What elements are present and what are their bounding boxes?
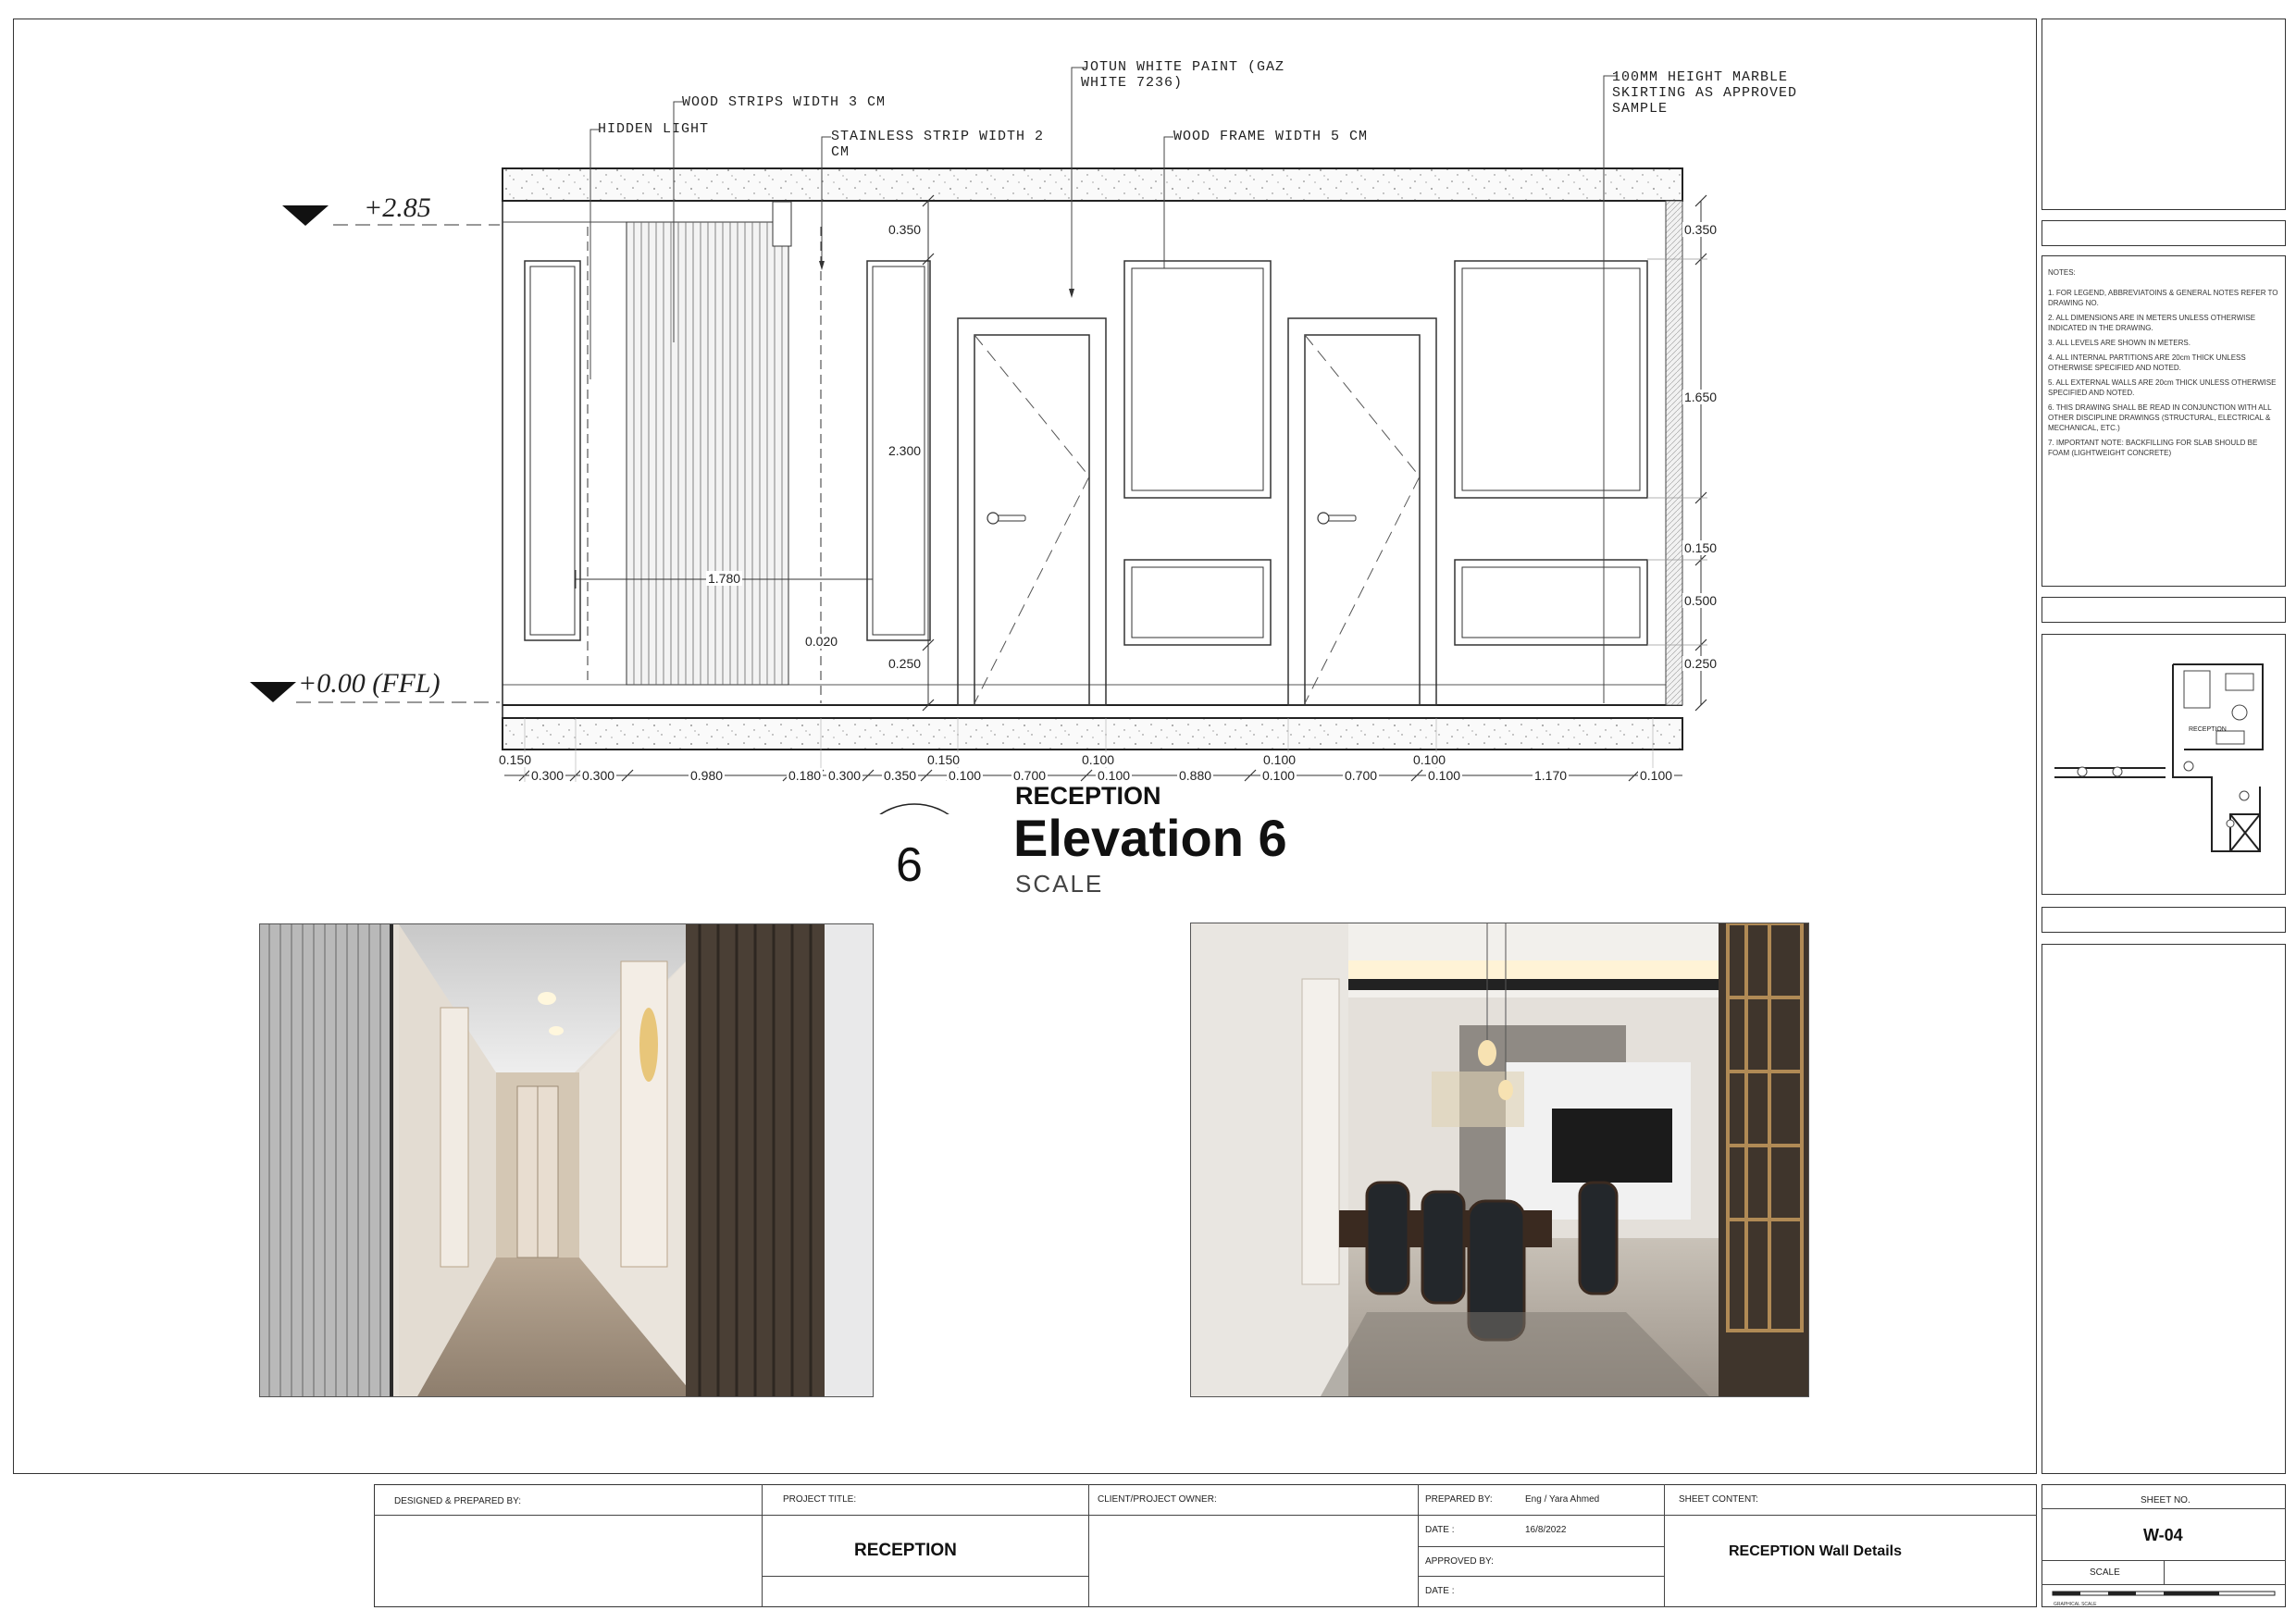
dim-bottom-upper-1: 0.150 [499, 752, 532, 767]
side-panel-strip-3 [2042, 907, 2286, 933]
level-floor-label: +0.00 (FFL) [298, 668, 441, 699]
sheet-content-bold: RECEPTION [1729, 1543, 1816, 1559]
elevation-subtitle: RECEPTION [1015, 782, 1161, 810]
designed-by-label: DESIGNED & PREPARED BY: [394, 1496, 522, 1506]
sheet-content-label: SHEET CONTENT: [1679, 1494, 1758, 1505]
note-item: 6. THIS DRAWING SHALL BE READ IN CONJUNCTION WITH ALL OTHER DISCIPLINE DRAWINGS (STRUCTURAL, ELECTRICAL & MECHANICAL, ETC.) [2048, 403, 2272, 432]
scale-label: SCALE [2090, 1567, 2120, 1578]
dim-bottom-upper-3: 0.100 [1082, 752, 1115, 767]
key-plan-label: RECEPTION [2189, 726, 2227, 733]
sheet-content-rest: Wall Details [1815, 1543, 1902, 1559]
elevation-title: Elevation 6 [1013, 809, 1287, 867]
level-marker-top [282, 205, 329, 226]
note-item: 7. IMPORTANT NOTE: BACKFILLING FOR SLAB SHOULD BE FOAM (LIGHTWEIGHT CONCRETE) [2048, 439, 2258, 457]
dim-right-4: 0.500 [1684, 593, 1718, 608]
dim-bottom-11: 0.100 [1262, 768, 1296, 783]
note-item: 5. ALL EXTERNAL WALLS ARE 20cm THICK UNLESS OTHERWISE SPECIFIED AND NOTED. [2048, 378, 2277, 397]
graphical-scale-label: GRAPHICAL SCALE [2054, 1602, 2097, 1607]
dim-bottom-8: 0.700 [1013, 768, 1047, 783]
dim-bottom-upper-5: 0.100 [1413, 752, 1446, 767]
render-dining [1190, 923, 1809, 1397]
floor-slab [503, 718, 1682, 750]
dim-bottom-12: 0.700 [1345, 768, 1378, 783]
side-panel-bottom [2042, 944, 2286, 1474]
dim-right-2: 1.650 [1684, 390, 1718, 404]
elevation-number-circle [853, 804, 975, 814]
prepared-by-label: PREPARED BY: [1425, 1494, 1493, 1505]
note-marble-skirting: 100MM HEIGHT MARBLE SKIRTING AS APPROVED SAMPLE [1612, 69, 1798, 117]
note-wood-frame: WOOD FRAME WIDTH 5 CM [1173, 129, 1369, 144]
elevation-number: 6 [896, 838, 923, 892]
note-item: 1. FOR LEGEND, ABBREVIATOINS & GENERAL NOTES REFER TO DRAWING NO. [2048, 289, 2278, 307]
dim-bottom-upper-4: 0.100 [1263, 752, 1297, 767]
sheet-no: W-04 [2143, 1526, 2183, 1544]
dim-bottom-4: 0.180 [788, 768, 822, 783]
dim-bottom-10: 0.880 [1179, 768, 1212, 783]
side-panel-top [2042, 19, 2286, 210]
dim-small-0020: 0.020 [805, 634, 838, 649]
level-marker-floor [250, 682, 296, 702]
note-stainless-strip: STAINLESS STRIP WIDTH 2 CM [831, 129, 1045, 160]
dim-inner-1: 0.350 [888, 222, 922, 237]
note-hidden-light: HIDDEN LIGHT [598, 121, 710, 137]
dim-right-3: 0.150 [1684, 540, 1718, 555]
dim-bottom-9: 0.100 [1098, 768, 1131, 783]
dim-inner-3: 0.250 [888, 656, 922, 671]
elevation-scale: SCALE [1015, 870, 1104, 898]
note-item: 4. ALL INTERNAL PARTITIONS ARE 20cm THICK UNLESS OTHERWISE SPECIFIED AND NOTED. [2048, 353, 2246, 372]
date: 16/8/2022 [1525, 1525, 1567, 1535]
note-wood-strips: WOOD STRIPS WIDTH 3 CM [682, 94, 887, 110]
key-plan [2045, 648, 2282, 870]
side-panel-strip-1 [2042, 220, 2286, 246]
elevation-drawing [0, 0, 1758, 814]
dim-right-5: 0.250 [1684, 656, 1718, 671]
dim-bottom-13: 0.100 [1428, 768, 1461, 783]
note-item: 3. ALL LEVELS ARE SHOWN IN METERS. [2048, 339, 2191, 347]
dim-inner-2: 2.300 [888, 443, 922, 458]
approved-by-label: APPROVED BY: [1425, 1556, 1494, 1567]
note-jotun-paint: JOTUN WHITE PAINT (GAZ WHITE 7236) [1081, 59, 1285, 91]
level-top-label: +2.85 [364, 192, 431, 223]
dim-right-1: 0.350 [1684, 222, 1718, 237]
notes-list [2048, 288, 2279, 458]
sheet-content [1729, 1543, 1902, 1560]
notes-heading: NOTES: [2048, 268, 2076, 277]
dim-bottom-15: 0.100 [1640, 768, 1673, 783]
prepared-by: Eng / Yara Ahmed [1525, 1494, 1600, 1505]
sheet-no-label: SHEET NO. [2141, 1495, 2191, 1505]
dim-bottom-3: 0.980 [690, 768, 724, 783]
client-label: CLIENT/PROJECT OWNER: [1098, 1494, 1217, 1505]
note-item: 2. ALL DIMENSIONS ARE IN METERS UNLESS OTHERWISE INDICATED IN THE DRAWING. [2048, 314, 2256, 332]
dim-horizontal-1780: 1.780 [708, 571, 741, 586]
dim-bottom-2: 0.300 [582, 768, 615, 783]
dim-bottom-14: 1.170 [1534, 768, 1568, 783]
project-title-label: PROJECT TITLE: [783, 1494, 857, 1505]
dim-bottom-6: 0.350 [884, 768, 917, 783]
dim-bottom-1: 0.300 [531, 768, 565, 783]
dim-bottom-7: 0.100 [949, 768, 982, 783]
project-title: RECEPTION [854, 1541, 957, 1560]
ceiling-slab [503, 168, 1682, 201]
side-panel-strip-2 [2042, 597, 2286, 623]
render-corridor [259, 923, 874, 1397]
date2-label: DATE : [1425, 1586, 1455, 1596]
dim-bottom-upper-2: 0.150 [927, 752, 961, 767]
dim-bottom-5: 0.300 [828, 768, 862, 783]
graphical-scale-bar [2049, 1588, 2280, 1603]
date-label: DATE : [1425, 1525, 1455, 1535]
